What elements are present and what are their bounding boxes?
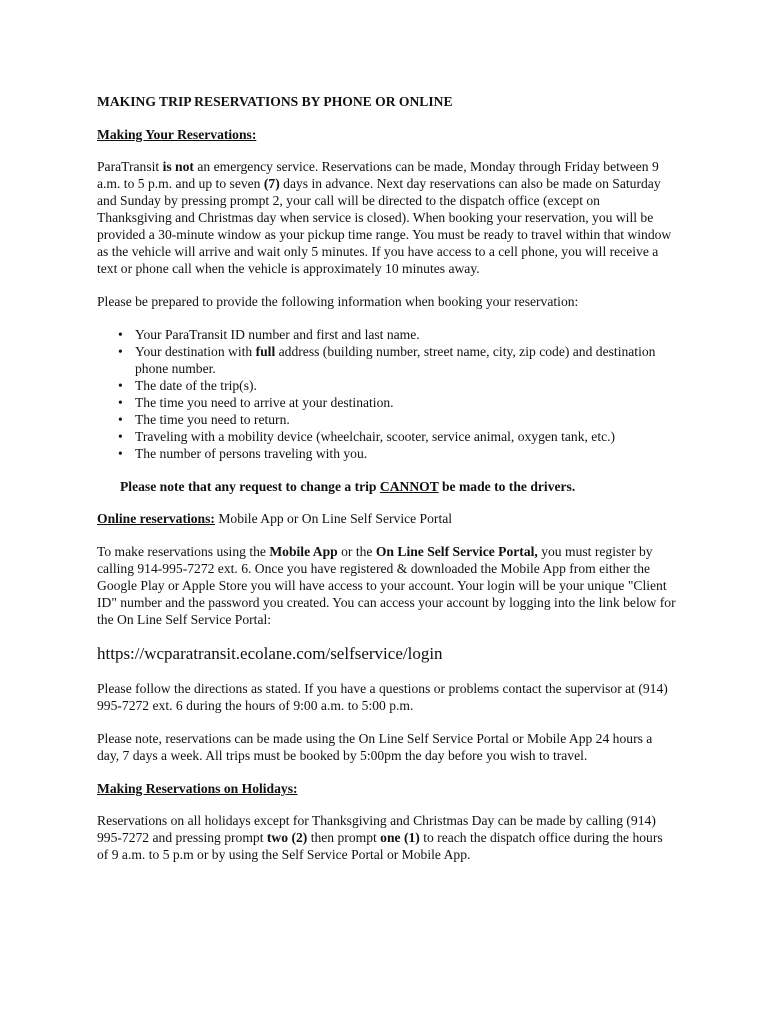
list-item: • Your destination with full address (building number, street name, city, zip code) and destination phone number. — [135, 343, 677, 377]
booking-hours-paragraph: Please note, reservations can be made using the On Line Self Service Portal or Mobile App 24 hours a day, 7 days a week. All trips must be booked by 5:00pm the day before you wish to travel. — [97, 731, 653, 763]
list-item: • Traveling with a mobility device (wheelchair, scooter, service animal, oxygen tank, etc.) — [135, 428, 677, 445]
list-item: • The number of persons traveling with you. — [135, 445, 677, 462]
intro-paragraph: ParaTransit is not an emergency service. Reservations can be made, Monday through Friday between 9 a.m. to 5 p.m. and up to seven (7) days in advance. Next day reservations can also be made on Saturday and Sunday by pressing prompt 2, your call will be directed to the dispatch office (except on Thanksgiving and Christmas day when service is closed). When booking your reservation, you will be provided a 30-minute window as your pickup time range. You must be ready to travel within that window as the vehicle will arrive and wait only 5 minutes. If you have access to a cell phone, you will receive a text or phone call when the vehicle is approximately 10 minutes away. — [97, 159, 672, 276]
document-title: MAKING TRIP RESERVATIONS BY PHONE OR ONLINE — [97, 94, 453, 109]
online-register-paragraph: To make reservations using the Mobile App or the On Line Self Service Portal, you must register by calling 914-995-7272 ext. 6. Once you have registered & downloaded the Mobile App from either the Google Play or Apple Store you will have access to your account. Your login will be your unique "Client ID" number and the password you created. You can access your account by logging into the link below for the On Line Self Service Portal: — [97, 544, 676, 627]
list-item: • The time you need to arrive at your destination. — [135, 394, 677, 411]
holidays-paragraph: Reservations on all holidays except for Thanksgiving and Christmas Day can be made by calling (914) 995-7272 and pressing prompt two (2) then prompt one (1) to reach the dispatch office during the hours of 9 a.m. to 5 p.m or by using the Self Service Portal or Mobile App. — [97, 813, 663, 862]
holidays-heading: Making Reservations on Holidays: — [97, 781, 298, 796]
document-page — [97, 93, 677, 879]
self-service-portal-link[interactable]: https://wcparatransit.ecolane.com/selfservice/login — [97, 644, 443, 663]
online-reservations-line: Online reservations: Mobile App or On Line Self Service Portal — [97, 511, 453, 526]
online-reservations-heading: Online reservations: — [97, 511, 215, 526]
supervisor-contact-paragraph: Please follow the directions as stated. If you have a questions or problems contact the supervisor at (914) 995-7272 ext. 6 during the hours of 9:00 a.m. to 5:00 p.m. — [97, 681, 668, 713]
list-item: • The time you need to return. — [135, 411, 677, 428]
making-reservations-heading: Making Your Reservations: — [97, 127, 257, 142]
list-item: • Your ParaTransit ID number and first and last name. — [135, 326, 677, 343]
driver-change-note: Please note that any request to change a trip CANNOT be made to the drivers. — [120, 479, 576, 494]
required-info-list — [97, 326, 677, 462]
prepare-paragraph: Please be prepared to provide the following information when booking your reservation: — [97, 294, 579, 309]
list-item: • The date of the trip(s). — [135, 377, 677, 394]
